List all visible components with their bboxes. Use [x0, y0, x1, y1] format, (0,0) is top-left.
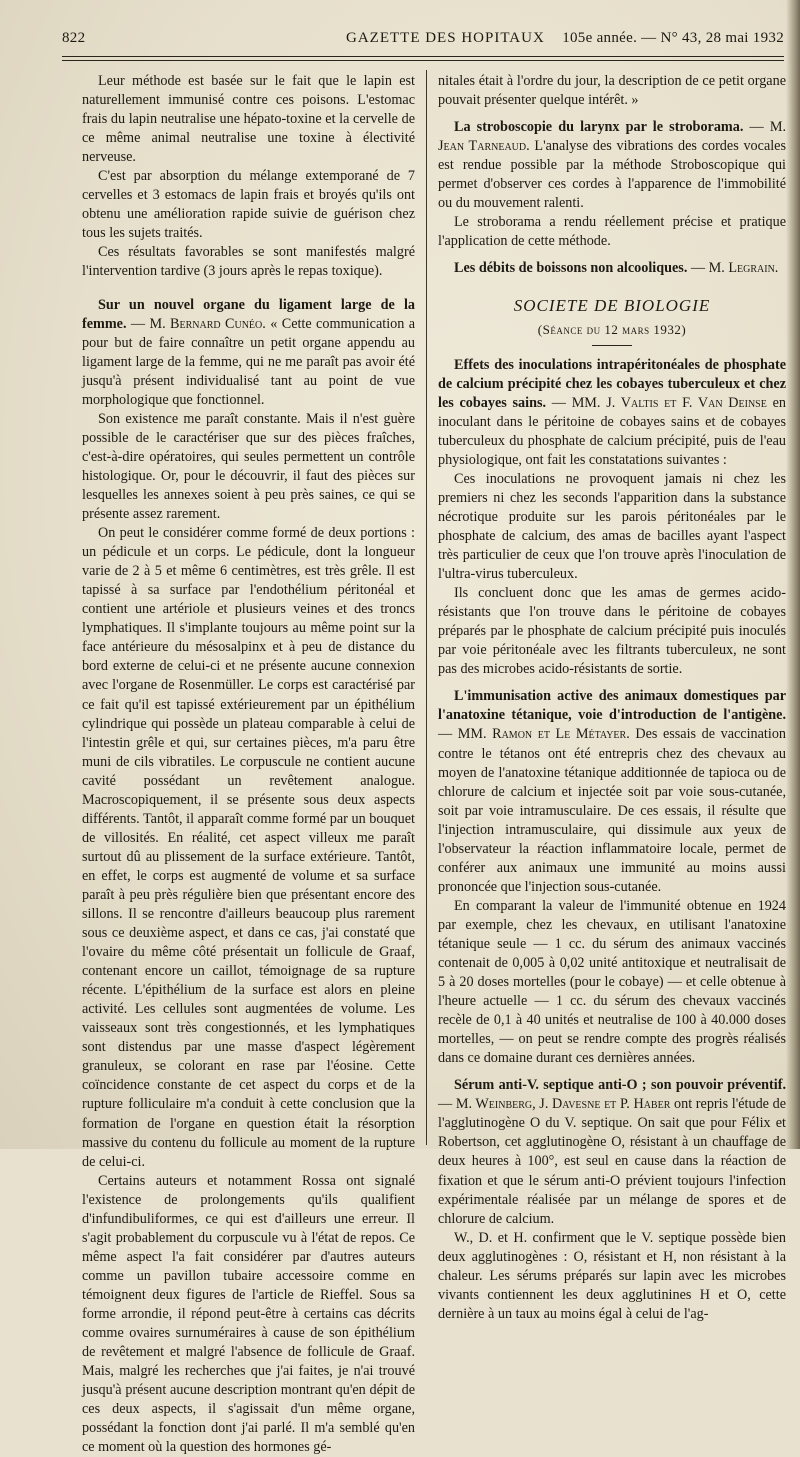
paragraph: Leur méthode est basée sur le fait que le lapin est naturellement immunisé contre ces poisons. L'estomac frais du lapin neutralise une hépato-toxine et la cervelle de ce même animal neutralise une toxine à électivité nerveuse.: [82, 73, 415, 166]
page-header: [62, 30, 784, 52]
article-title: Sérum anti-V. septique anti-O ; son pouvoir préventif.: [454, 1077, 786, 1094]
article-text: en inoculant dans le péritoine de cobayes sains et de cobayes tuberculeux du phosphate de calcium précipité, puis de l'eau physiologique, ont fait les constatations suivantes :: [438, 394, 786, 468]
article-text: Des essais de vaccination contre le tétanos ont été entrepris chez des chevaux au moyen de l'anatoxine tétanique additionnée de tapioca ou de chlorure de calcium et injectée soit par voie sous-cutanée, soit par voie intramusculaire. De ces essais, il résulte que l'injection intramusculaire, qui dissimule aux yeux de l'observateur la réaction inflammatoire locale, permet de conférer aux animaux une immunité au moins aussi prononcée que l'injection sous-cutanée.: [438, 726, 787, 895]
paragraph: nitales était à l'ordre du jour, la description de ce petit organe pouvait présenter quelque intérêt. »: [438, 73, 786, 109]
spacer: [438, 679, 786, 687]
article-title: Effets des inoculations intrapéritonéales de phosphate de calcium précipité chez les cobayes tuberculeux et chez les cobayes sains.: [438, 356, 786, 411]
paragraph: On peut le considérer comme formé de deux portions : un pédicule et un corps. Le pédicule, dont la longueur varie de 2 à 5 et même 6 centimètres, est très grêle. Il est tapissé à sa surface par l'endothélium péritonéal et contient une artériole et plusieurs veines et des troncs lymphatiques. Il s'implante toujours au même point sur la face antérieure du mésosalpinx et à peu de distance du bord externe de celui-ci et ne présente aucune connexion avec l'organe de Rosenmüller. Le corps est caractérisé par ce fait qu'il est tapissé extérieurement par un épithélium cylindrique qui possède un plateau comparable à celui de l'intestin grêle et qui, sur certaines pièces, m'a paru être muni de cils vibratiles. Le corpuscule ne contient aucune cavité possédant un revêtement analogue. Macroscopiquement, il se présente sous deux aspects différents. Tantôt, il apparaît comme formé par un bouquet de villosités. En réalité, cet aspect villeux me paraît surtout dû au plissement de la surface extérieure. Tantôt, en effet, le corps est augmenté de volume et sa surface paraît à peu près régulière bien que présentant encore des sillons. Il se rencontre d'ailleurs beaucoup plus rarement sous ce deuxième aspect, et dans ce cas, j'ai constaté que l'ovaire du même côté présentait un follicule de Graaf, contenant encore un caillot, témoignage de sa rupture récente. L'épithélium de la surface est alors en pleine activité. Les cellules sont augmentées de volume. Les vaisseaux sont très congestionnés, et les lymphatiques sont distendus par une masse d'aspect légèrement granuleux, se colorant en rase par l'éosine. Cette coïncidence constante de cet aspect du corps et de la rupture folliculaire m'a conduit à cette conclusion que la formation de l'organe en question était la résorption massive du contenu du follicule au moment de la rupture de celui-ci.: [82, 525, 415, 1170]
issue-info: 105e année. — N° 43, 28 mai 1932: [562, 30, 784, 46]
article-title: L'immunisation active des animaux domestiques par l'anatoxine tétanique, voie d'introduction de l'antigène.: [438, 688, 786, 724]
article-title: La stroboscopie du larynx par le stroborama.: [454, 119, 744, 136]
article-title: Sur un nouvel organe du ligament large de la femme.: [82, 296, 415, 332]
article-author: M. Weinberg, J. Davesne et P. Haber: [455, 1096, 671, 1113]
spacer: [82, 282, 415, 296]
right-column: [438, 72, 786, 1324]
page-number: 822: [62, 30, 86, 46]
paragraph: Ces inoculations ne provoquent jamais ni chez les premiers ni chez les seconds l'apparition dans la substance nécrotique produite sur les parois péritonéales par le phosphate de calcium, des amas de bacilles ayant l'aspect très particulier de ceux que l'on trouve après l'inoculation de l'ultra-virus tuberculeux.: [438, 470, 786, 583]
article-text: ont repris l'étude de l'agglutinogène O du V. septique. On sait que pour Félix et Robertson, cet agglutinogène O, résistant à un chauffage de deux heures à 100°, est seul en cause dans la réaction de fixation et que le sérum anti-O prévient toujours l'infection expérimentale réalisée par un mélange de spores et de chlorure de calcium.: [438, 1096, 787, 1227]
article-lead: La stroboscopie du larynx par le stroborama. — M. Jean Tarneaud. L'analyse des vibrations des cordes vocales est rendue possible par la méthode Stroboscopique qui permet d'observer ces cordes à l'apparence de l'immobilité ou du mouvement ralenti.: [438, 119, 787, 212]
article-text: L'analyse des vibrations des cordes vocales est rendue possible par la méthode Stroboscopique qui permet d'observer ces cordes à l'apparence de l'immobilité ou du mouvement ralenti.: [438, 138, 787, 212]
article-author: MM. J. Valtis et F. Van Deinse: [571, 394, 767, 411]
article-title: Les débits de boissons non alcooliques.: [454, 260, 688, 277]
header-rule-2: [62, 60, 784, 61]
paragraph: Ils concluent donc que les amas de germes acido-résistants que l'on trouve dans le péritoine de cobayes préparés par le phosphate de calcium précipité puis inoculés par voie péritonéale avec les filtrants tuberculeux, ne sont pas des microbes acido-résistants de sortie.: [438, 585, 786, 678]
paragraph: Ces résultats favorables se sont manifestés malgré l'intervention tardive (3 jours après le repas toxique).: [82, 244, 415, 280]
article-text: « Cette communication a pour but de faire connaître un petit organe appendu au ligament large de la femme, qui ne me paraît pas avoir été jusqu'à présent individualisé tant au point de vue morphologique que fonctionnel.: [82, 315, 416, 408]
header-rule: [62, 56, 784, 57]
article-lead: Effets des inoculations intrapéritonéales de phosphate de calcium précipité chez les cobayes tuberculeux et chez les cobayes sains. — MM. J. Valtis et F. Van Deinse en inoculant dans le péritoine de cobayes sains et de cobayes tuberculeux du phosphate de calcium précipité, puis de l'eau physiologique, ont fait les constatations suivantes :: [438, 356, 786, 468]
article-author: M. Bernard Cunéo.: [149, 315, 266, 332]
spacer: [438, 110, 786, 118]
paragraph: Le stroborama a rendu réellement précise et pratique l'application de cette méthode.: [438, 214, 786, 250]
paragraph: Certains auteurs et notamment Rossa ont signalé l'existence de prolongements qu'ils qualifient d'infundibuliformes, ce qui est d'ailleurs une erreur. Il s'agit probablement du corpuscule vu à l'état de repos. Ce même aspect l'a fait considérer par d'autres auteurs comme un pavillon tubaire accessoire comme en témoignent deux figures de l'article de Rieffel. Sous sa forme arrondie, il répond peut-être à certains cas décrits comme ovaires surnuméraires à cause de son épithélium de revêtement et malgré l'absence de follicule de Graaf. Mais, malgré les recherches que j'ai faites, je n'ai trouvé jusqu'à présent aucune description montrant qu'en dépit de ces deux aspects, il s'agissait d'un même organe, possédant la fonction dont j'ai parlé. Il m'a semblé qu'en ce moment où la question des hormones gé-: [82, 1172, 415, 1456]
paragraph: C'est par absorption du mélange extemporané de 7 cervelles et 3 estomacs de lapin frais et broyés qu'ils ont obtenu une amélioration rapide suivie de guérison chez tous les sujets traités.: [82, 168, 415, 242]
article-author: M. Legrain.: [708, 260, 779, 277]
article-author: M. Jean Tarneaud.: [438, 119, 786, 155]
paragraph: W., D. et H. confirment que le V. septique possède bien deux agglutinogènes : O, résistant et H, non résistant à la chaleur. Les sérums préparés sur lapin avec les microbes vivants contiennent les deux agglutinines H et O, cette dernière à un taux au moins égal à celui de l'ag-: [438, 1229, 786, 1322]
article-lead: Sur un nouvel organe du ligament large de la femme. — M. Bernard Cunéo. « Cette communication a pour but de faire connaître un petit organe appendu au ligament large de la femme, qui ne me paraît pas avoir été jusqu'à présent individualisé tant au point de vue morphologique que fonctionnel.: [82, 296, 416, 408]
paragraph: Son existence me paraît constante. Mais il n'est guère possible de le caractériser que sur des pièces fraîches, c'est-à-dire opératoires, qui seules permettent un contrôle histologique. Or, pour le découvrir, il faut des pièces sur lesquelles les annexes soient à peu près saines, ce qui se présente assez rarement.: [82, 410, 415, 523]
section-subtitle: (Séance du 12 mars 1932): [537, 321, 687, 337]
article-lead: L'immunisation active des animaux domestiques par l'anatoxine tétanique, voie d'introduction de l'antigène. — MM. Ramon et Le Métayer. Des essais de vaccination contre le tétanos ont été entrepris chez des chevaux au moyen de l'anatoxine tétanique additionnée de tapioca ou de chlorure de calcium et injectée soit par voie sous-cutanée, soit par voie intramusculaire. De ces essais, il résulte que l'injection intramusculaire, qui dissimule aux yeux de l'observateur la réaction inflammatoire locale, permet de conférer aux animaux une immunité au moins aussi prononcée que l'injection sous-cutanée.: [438, 688, 787, 895]
left-column: [82, 72, 415, 1457]
section-title: SOCIETE DE BIOLOGIE: [513, 296, 711, 316]
spacer: [438, 1068, 786, 1076]
spacer: [438, 251, 786, 259]
section-rule: [592, 345, 632, 346]
article-author: MM. Ramon et Le Métayer.: [457, 726, 630, 743]
article-lead: Sérum anti-V. septique anti-O ; son pouvoir préventif. — M. Weinberg, J. Davesne et P. Haber ont repris l'étude de l'agglutinogène O du V. septique. On sait que pour Félix et Robertson, cet agglutinogène O, résistant à un chauffage de deux heures à 100°, est seul en cause dans la réaction de fixation et que le sérum anti-O prévient toujours l'infection expérimentale réalisée par un mélange de spores et de chlorure de calcium.: [438, 1077, 787, 1227]
paragraph: En comparant la valeur de l'immunité obtenue en 1924 par exemple, chez les chevaux, en utilisant l'anatoxine tétanique seule — 1 cc. du sérum des animaux vaccinés contenait de 0,005 à 0,02 unité antitoxique et neutralisait de 5 à 20 doses mortelles (pour le cobaye) — et celle obtenue à l'heure actuelle — 1 cc. du sérum des chevaux vaccinés recèle de 0,1 à 40 unités et neutralise de 100 à 40.000 doses mortelles, — on peut se rendre compte des progrès réalisés dans ce domaine durant ces dernières années.: [438, 897, 786, 1067]
column-divider: [426, 70, 427, 1145]
article-lead: Les débits de boissons non alcooliques. — M. Legrain.: [454, 260, 779, 277]
page-edge-shadow: [786, 0, 800, 1149]
journal-title: GAZETTE DES HOPITAUX: [346, 30, 545, 46]
